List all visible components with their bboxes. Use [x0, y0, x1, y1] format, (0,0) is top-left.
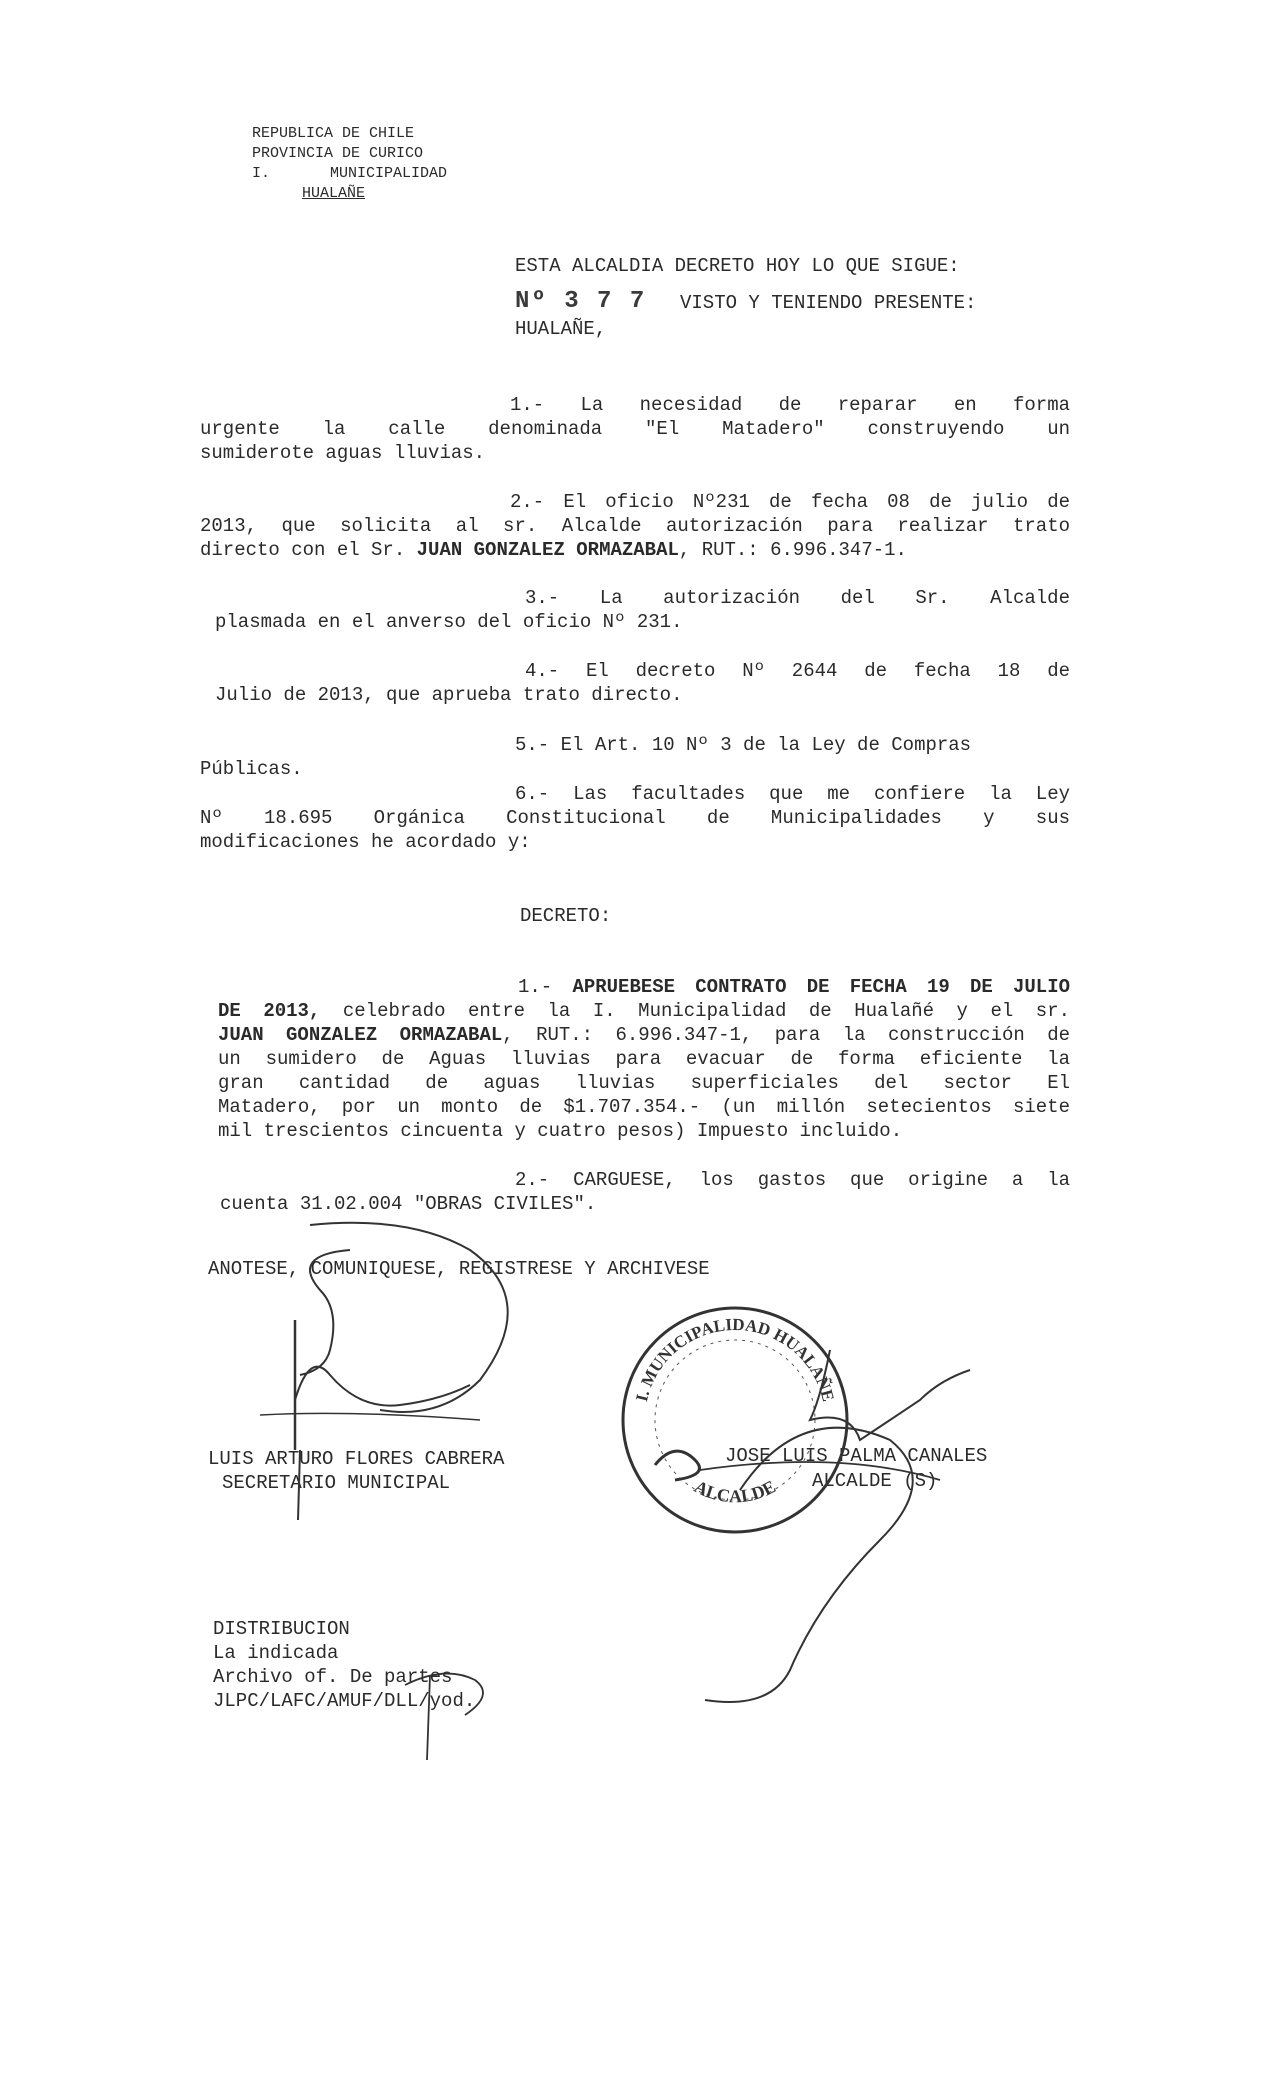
visto-4-line-1: 4.- El decreto Nº 2644 de fecha 18 de — [525, 660, 1070, 682]
visto-2-line-2: 2013, que solicita al sr. Alcalde autorización para realizar trato — [200, 515, 1070, 537]
secretary-signature — [230, 1210, 550, 1490]
decreto-paragraph-1 — [218, 975, 1070, 1143]
decreto-1-line-1 — [218, 975, 1070, 999]
intro-place: HUALAÑE, — [515, 318, 607, 340]
decreto-heading: DECRETO: — [520, 905, 612, 927]
secretary-title: SECRETARIO MUNICIPAL — [222, 1472, 451, 1494]
visto-paragraph-2 — [200, 490, 1070, 562]
stamp-text-top: I. MUNICIPALIDAD HUALAÑE — [632, 1314, 838, 1404]
decreto-2-line-2: cuenta 31.02.004 "OBRAS CIVILES". — [220, 1193, 597, 1215]
visto-paragraph-6 — [200, 782, 1070, 854]
header-line-provincia: PROVINCIA DE CURICO — [252, 145, 424, 162]
visto-3-line-2: plasmada en el anverso del oficio Nº 231. — [215, 611, 683, 633]
visto-2-contractor-name: JUAN GONZALEZ ORMAZABAL — [416, 539, 679, 561]
mayor-name: JOSE LUIS PALMA CANALES — [725, 1445, 988, 1467]
visto-5-line-1: 5.- El Art. 10 Nº 3 de la Ley de Compras — [515, 734, 972, 756]
header-line-hualane: HUALAÑE — [302, 185, 366, 202]
decreto-1-contractor-name: JUAN GONZALEZ ORMAZABAL — [218, 1024, 503, 1046]
decreto-1-line-2 — [218, 999, 1070, 1023]
decree-number: Nº 3 7 7 — [515, 288, 647, 315]
stamp-text-bottom: ALCALDE — [691, 1476, 779, 1507]
decreto-1-line-7: mil trescientos cincuenta y cuatro pesos) Impuesto incluido. — [218, 1120, 903, 1142]
decreto-2-line-1: 2.- CARGUESE, los gastos que origine a la — [515, 1169, 1070, 1191]
visto-1-line-2: urgente la calle denominada "El Matadero" construyendo un — [200, 418, 1070, 440]
closing-line: ANOTESE, COMUNIQUESE, REGISTRESE Y ARCHIVESE — [208, 1258, 710, 1280]
mayor-signature — [680, 1340, 1000, 1740]
decreto-1-line-3-rest: , RUT.: 6.996.347-1, para la construcción de — [502, 1024, 1070, 1046]
visto-1-line-3: sumiderote aguas lluvias. — [200, 442, 486, 464]
secretary-name: LUIS ARTURO FLORES CABRERA — [208, 1448, 505, 1470]
visto-2-line-1: 2.- El oficio Nº231 de fecha 08 de julio de — [510, 491, 1070, 513]
decreto-1-number: 1.- — [518, 976, 573, 998]
mayor-title: ALCALDE (S) — [812, 1470, 938, 1492]
decreto-1-line-4: un sumidero de Aguas lluvias para evacuar de forma eficiente la — [218, 1048, 1070, 1070]
visto-3-line-1: 3.- La autorización del Sr. Alcalde — [525, 587, 1070, 609]
decreto-1-line-2-rest: celebrado entre la I. Municipalidad de Hualañé y el sr. — [320, 1000, 1070, 1022]
header-line-republica: REPUBLICA DE CHILE — [252, 125, 415, 142]
intro-line-alcaldia: ESTA ALCALDIA DECRETO HOY LO QUE SIGUE: — [515, 255, 960, 277]
distribution-heading: DISTRIBUCION — [213, 1618, 350, 1640]
decreto-1-line-5: gran cantidad de aguas lluvias superficiales del sector El — [218, 1072, 1070, 1094]
visto-paragraph-4 — [215, 659, 1070, 707]
visto-5-line-2: Públicas. — [200, 758, 303, 780]
header-line-prefix: I. — [252, 165, 271, 182]
visto-4-line-2: Julio de 2013, que aprueba trato directo. — [215, 684, 683, 706]
visto-6-line-2: Nº 18.695 Orgánica Constitucional de Municipalidades y sus — [200, 807, 1070, 829]
visto-2-line-3-a: directo con el Sr. — [200, 539, 417, 561]
visto-6-line-3: modificaciones he acordado y: — [200, 831, 531, 853]
visto-paragraph-3 — [215, 586, 1070, 634]
decreto-1-bold-2: DE 2013, — [218, 1000, 321, 1022]
visto-1-line-1: 1.- La necesidad de reparar en forma — [510, 394, 1070, 416]
visto-paragraph-1 — [200, 393, 1070, 465]
distribution-line-2: Archivo of. De partes — [213, 1666, 453, 1688]
visto-2-line-3-c: , RUT.: 6.996.347-1. — [678, 539, 907, 561]
distribution-line-1: La indicada — [213, 1642, 339, 1664]
decreto-1-line-3 — [218, 1023, 1070, 1047]
visto-2-line-3 — [200, 538, 1070, 562]
distribution-line-3: JLPC/LAFC/AMUF/DLL/yod. — [213, 1690, 476, 1712]
header-line-municipalidad: MUNICIPALIDAD — [330, 165, 448, 182]
initials-mark — [375, 1645, 515, 1765]
visto-6-line-1: 6.- Las facultades que me confiere la Ley — [515, 783, 1070, 805]
decreto-1-line-6: Matadero, por un monto de $1.707.354.- (un millón setecientos siete — [218, 1096, 1070, 1118]
decreto-paragraph-2 — [220, 1168, 1070, 1216]
visto-paragraph-5 — [200, 733, 1070, 781]
intro-line-visto: VISTO Y TENIENDO PRESENTE: — [680, 292, 977, 314]
decreto-1-bold-1: APRUEBESE CONTRATO DE FECHA 19 DE JULIO — [572, 976, 1070, 998]
